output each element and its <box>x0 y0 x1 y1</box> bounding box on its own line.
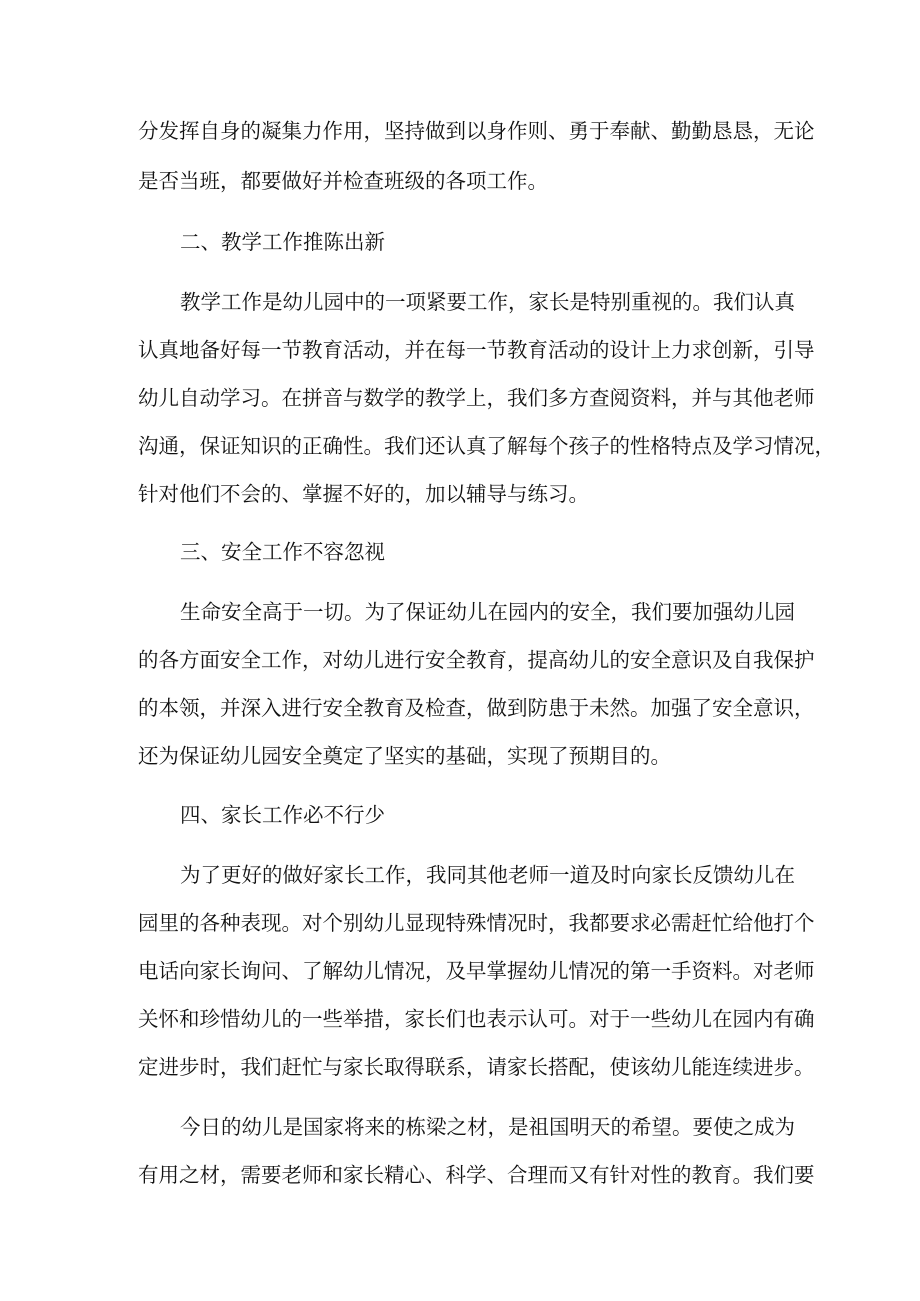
text-line: 关怀和珍惜幼儿的一些举措，家长们也表示认可。对于一些幼儿在园内有确 <box>138 1007 815 1031</box>
section-heading: 三、安全工作不容忽视 <box>180 540 385 564</box>
text-line: 园里的各种表现。对个别幼儿显现特殊情况时，我都要求必需赶忙给他打个 <box>138 911 815 935</box>
text-line: 认真地备好每一节教育活动，并在每一节教育活动的设计上力求创新，引导 <box>138 338 815 362</box>
text-line: 还为保证幼儿园安全奠定了坚实的基础，实现了预期目的。 <box>138 744 671 768</box>
text-line: 沟通，保证知识的正确性。我们还认真了解每个孩子的性格特点及学习情况， <box>138 434 835 458</box>
text-line: 的各方面安全工作，对幼儿进行安全教育，提高幼儿的安全意识及自我保护 <box>138 648 815 672</box>
section-heading: 二、教学工作推陈出新 <box>180 230 385 254</box>
text-line: 今日的幼儿是国家将来的栋梁之材，是祖国明天的希望。要使之成为 <box>180 1115 795 1139</box>
text-line: 是否当班，都要做好并检查班级的各项工作。 <box>138 169 548 193</box>
text-line: 有用之材，需要老师和家长精心、科学、合理而又有针对性的教育。我们要 <box>138 1163 815 1187</box>
text-line: 电话向家长询问、了解幼儿情况，及早掌握幼儿情况的第一手资料。对老师 <box>138 959 815 983</box>
text-line: 定进步时，我们赶忙与家长取得联系，请家长搭配，使该幼儿能连续进步。 <box>138 1055 815 1079</box>
text-line: 幼儿自动学习。在拼音与数学的教学上，我们多方查阅资料，并与其他老师 <box>138 386 815 410</box>
text-line: 的本领，并深入进行安全教育及检查，做到防患于未然。加强了安全意识， <box>138 696 815 720</box>
section-heading: 四、家长工作必不行少 <box>180 803 385 827</box>
text-line: 教学工作是幼儿园中的一项紧要工作，家长是特别重视的。我们认真 <box>180 290 795 314</box>
text-line: 分发挥自身的凝集力作用，坚持做到以身作则、勇于奉献、勤勤恳恳，无论 <box>138 119 815 143</box>
text-line: 针对他们不会的、掌握不好的，加以辅导与练习。 <box>138 482 589 506</box>
text-line: 生命安全高于一切。为了保证幼儿在园内的安全，我们要加强幼儿园 <box>180 600 795 624</box>
text-line: 为了更好的做好家长工作，我同其他老师一道及时向家长反馈幼儿在 <box>180 863 795 887</box>
